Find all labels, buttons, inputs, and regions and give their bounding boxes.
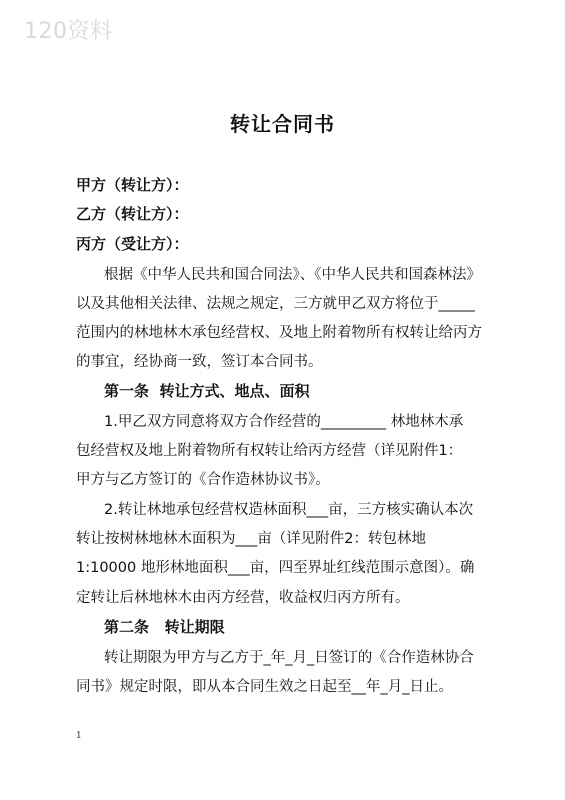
article-1-clause-2-line-1: 2.转让林地承包经营权造林面积___亩，三方核实确认本次 [104, 502, 474, 518]
preamble-line-1: 根据《中华人民共和国合同法》、《中华人民共和国森林法》 [104, 267, 481, 283]
article-1-clause-1-line-1: 1.甲乙双方同意将双方合作经营的_________ 林地林木承 [104, 414, 464, 430]
preamble-line-2: 以及其他相关法律、法规之规定，三方就甲乙双方将位于_____ [76, 296, 475, 312]
watermark: 120资料 [24, 19, 113, 44]
page-number: 1 [76, 731, 82, 741]
article-1-clause-2-line-4: 定转让后林地林木由丙方经营，收益权归丙方所有。 [76, 590, 410, 606]
article-1-clause-2-line-2: 转让按树林地林木面积为___亩（详见附件2：转包林地 [76, 531, 426, 547]
party-b-label: 乙方（转让方）： [76, 205, 189, 223]
article-1-heading: 第一条 转让方式、地点、面积 [104, 382, 310, 400]
article-1-clause-1-line-3: 甲方与乙方签订的《合作造林协议书》。 [76, 472, 330, 488]
article-2-line-2: 同书》规定时限，即从本合同生效之日起至__年_月_日止。 [76, 679, 453, 695]
article-2-line-1: 转让期限为甲方与乙方于_年_月_日签订的《合作造林协合 [104, 650, 474, 666]
article-1-clause-2-line-3: 1:10000 地形林地面积___亩，四至界址红线范围示意图）。确 [76, 560, 475, 576]
party-a-label: 甲方（转让方）： [76, 176, 189, 194]
article-1-clause-1-line-2: 包经营权及地上附着物所有权转让给丙方经营（详见附件1： [76, 443, 463, 459]
article-2-heading: 第二条 转让期限 [104, 618, 225, 636]
preamble-line-4: 的事宜，经协商一致，签订本合同书。 [76, 354, 323, 370]
preamble-line-3: 范围内的林地林木承包经营权、及地上附着物所有权转让给丙方 [76, 325, 482, 341]
document-title: 转让合同书 [230, 112, 335, 136]
party-c-label: 丙方（受让方）： [76, 235, 189, 253]
